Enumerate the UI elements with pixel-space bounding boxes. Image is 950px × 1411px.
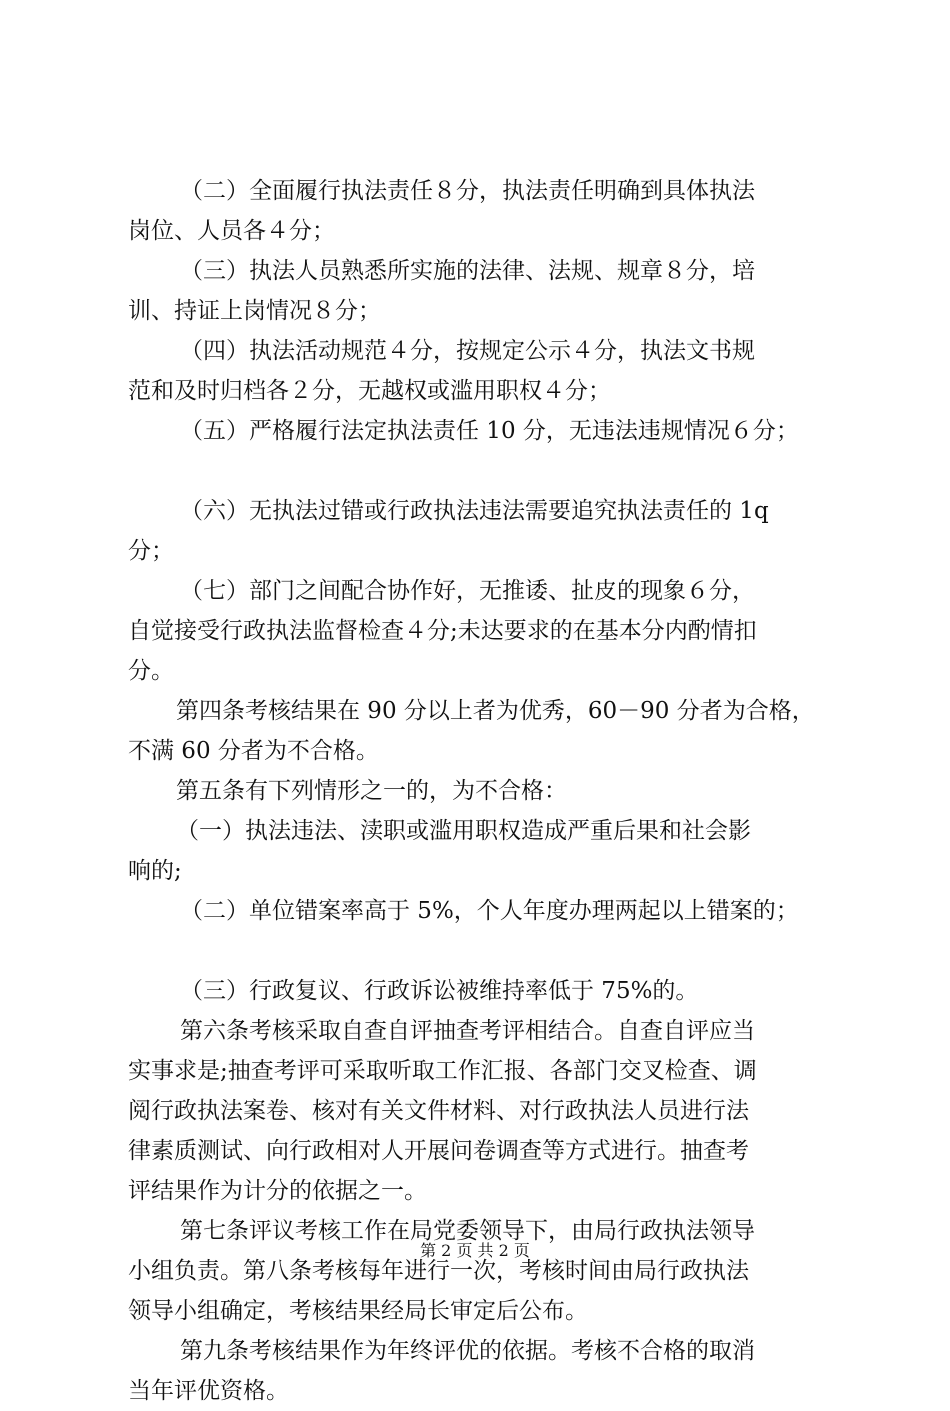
paragraph-line: （一）执法违法、渎职或滥用职权造成严重后果和社会影: [176, 818, 751, 844]
paragraph-line: 当年评优资格。: [128, 1378, 289, 1404]
paragraph-line: 岗位、人员各４分；: [128, 218, 335, 244]
paragraph-line: 训、持证上岗情况８分；: [128, 298, 381, 324]
blank-line: [128, 451, 840, 491]
paragraph-line: 自觉接受行政执法监督检查４分;未达要求的在基本分内酌情扣: [128, 618, 757, 644]
paragraph-line: 范和及时归档各２分，无越权或滥用职权４分；: [128, 378, 611, 404]
paragraph-line: （三）执法人员熟悉所实施的法律、法规、规章８分，培: [180, 258, 755, 284]
paragraph-line: 阅行政执法案卷、核对有关文件材料、对行政执法人员进行法: [128, 1098, 749, 1124]
paragraph-line: （二）全面履行执法责任８分，执法责任明确到具体执法: [180, 178, 755, 204]
paragraph-line: 不满 60 分者为不合格。: [128, 738, 379, 764]
paragraph-line: 第九条考核结果作为年终评优的依据。考核不合格的取消: [180, 1338, 755, 1364]
paragraph-line: （七）部门之间配合协作好，无推诿、扯皮的现象６分，: [180, 578, 755, 604]
paragraph-line: 第七条评议考核工作在局党委领导下，由局行政执法领导: [180, 1218, 755, 1244]
paragraph-line: 实事求是;抽查考评可采取听取工作汇报、各部门交叉检查、调: [128, 1058, 757, 1084]
paragraph-line: 响的;: [128, 858, 182, 884]
document-body: [128, 171, 840, 1411]
paragraph-line: （三）行政复议、行政诉讼被维持率低于 75%的。: [180, 978, 699, 1004]
paragraph-line: 小组负责。第八条考核每年进行一次，考核时间由局行政执法: [128, 1258, 749, 1284]
paragraph-line: （六）无执法过错或行政执法违法需要追究执法责任的 1q: [180, 498, 769, 524]
paragraph-line: 评结果作为计分的依据之一。: [128, 1178, 427, 1204]
paragraph-line: 第六条考核采取自查自评抽查考评相结合。自查自评应当: [180, 1018, 755, 1044]
paragraph-line: 分；: [128, 538, 174, 564]
blank-line: [128, 931, 840, 971]
paragraph-line: 领导小组确定，考核结果经局长审定后公布。: [128, 1298, 588, 1324]
paragraph-line: （五）严格履行法定执法责任 10 分，无违法违规情况６分；: [180, 418, 799, 444]
paragraph-line: （四）执法活动规范４分，按规定公示４分，执法文书规: [180, 338, 755, 364]
paragraph-line: 分。: [128, 658, 174, 684]
paragraph-line: （二）单位错案率高于 5%，个人年度办理两起以上错案的；: [180, 898, 799, 924]
page-number-footer: 第 2 页 共 2 页: [420, 1241, 530, 1260]
paragraph-line: 第四条考核结果在 90 分以上者为优秀，60－90 分者为合格，: [176, 698, 815, 724]
paragraph-line: 第五条有下列情形之一的，为不合格：: [176, 778, 567, 804]
paragraph-line: 律素质测试、向行政相对人开展问卷调查等方式进行。抽查考: [128, 1138, 749, 1164]
